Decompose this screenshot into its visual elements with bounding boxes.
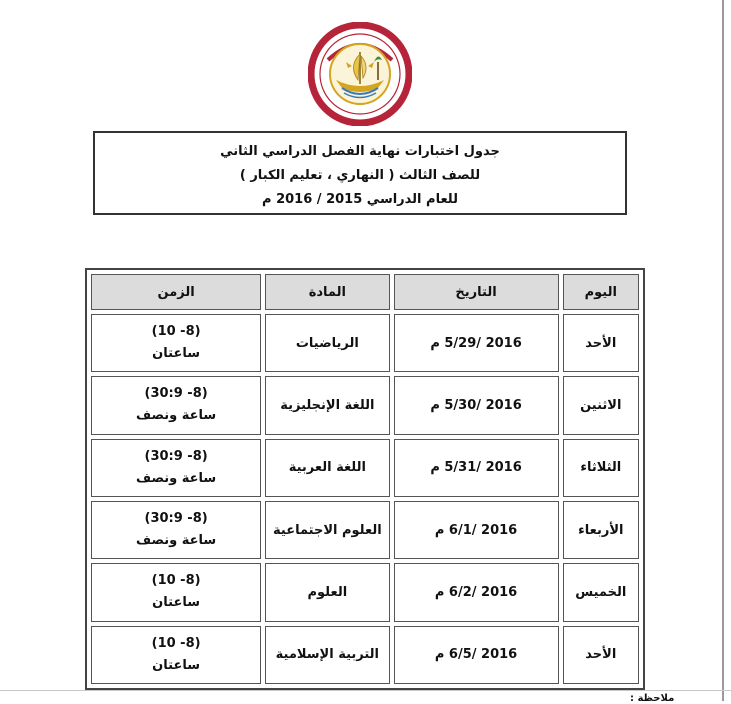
cell-subject: العلوم — [265, 563, 389, 621]
time-range: (8- 30:9) — [144, 511, 208, 527]
table-row — [91, 563, 639, 621]
time-range: (8- 10) — [151, 324, 201, 340]
cell-subject: اللغة العربية — [265, 439, 389, 497]
cell-date: 2016 /5/30 م — [394, 376, 559, 434]
cell-subject: اللغة الإنجليزية — [265, 376, 389, 434]
cell-day: الأحد — [563, 626, 639, 684]
cell-day: الثلاثاء — [563, 439, 639, 497]
table-row — [91, 626, 639, 684]
note-label: ملاحظة : — [630, 693, 675, 704]
scan-edge-right — [722, 0, 724, 701]
ministry-logo — [308, 22, 412, 126]
cell-day: الأحد — [563, 314, 639, 372]
cell-subject: الرياضيات — [265, 314, 389, 372]
cell-time — [91, 626, 261, 684]
duration: ساعة ونصف — [135, 408, 217, 424]
cell-date: 2016 /5/31 م — [394, 439, 559, 497]
time-range: (8- 10) — [151, 635, 201, 651]
cell-day: الخميس — [563, 563, 639, 621]
table-row — [91, 501, 639, 559]
time-range: (8- 10) — [151, 573, 201, 589]
cell-time — [91, 501, 261, 559]
duration: ساعتان — [152, 595, 201, 611]
cell-time — [91, 439, 261, 497]
scan-edge-bottom — [0, 690, 731, 691]
table-row — [91, 439, 639, 497]
cell-time — [91, 314, 261, 372]
table-row — [91, 314, 639, 372]
duration: ساعتان — [152, 657, 201, 673]
header-day: اليوم — [563, 274, 639, 310]
title-line-1: جدول اختبارات نهاية الفصل الدراسي الثاني — [220, 144, 500, 159]
time-range: (8- 30:9) — [144, 386, 208, 402]
cell-date: 2016 /5/29 م — [394, 314, 559, 372]
title-line-3: للعام الدراسي 2015 / 2016 م — [262, 192, 458, 207]
header-subject: المادة — [265, 274, 389, 310]
cell-subject: العلوم الاجتماعية — [265, 501, 389, 559]
cell-time — [91, 376, 261, 434]
cell-date: 2016 /6/1 م — [394, 501, 559, 559]
cell-date: 2016 /6/5 م — [394, 626, 559, 684]
cell-day: الاثنين — [563, 376, 639, 434]
duration: ساعة ونصف — [135, 470, 217, 486]
table-header-row — [91, 274, 639, 310]
duration: ساعتان — [152, 346, 201, 362]
time-range: (8- 30:9) — [144, 448, 208, 464]
duration: ساعة ونصف — [135, 533, 217, 549]
cell-subject: التربية الإسلامية — [265, 626, 389, 684]
table-row — [91, 376, 639, 434]
title-line-2: للصف الثالث ( النهاري ، تعليم الكبار ) — [239, 168, 481, 183]
header-time: الزمن — [91, 274, 261, 310]
cell-time — [91, 563, 261, 621]
cell-day: الأربعاء — [563, 501, 639, 559]
schedule-title-box — [93, 131, 627, 215]
exam-schedule-table — [85, 268, 645, 690]
header-date: التاريخ — [394, 274, 559, 310]
cell-date: 2016 /6/2 م — [394, 563, 559, 621]
